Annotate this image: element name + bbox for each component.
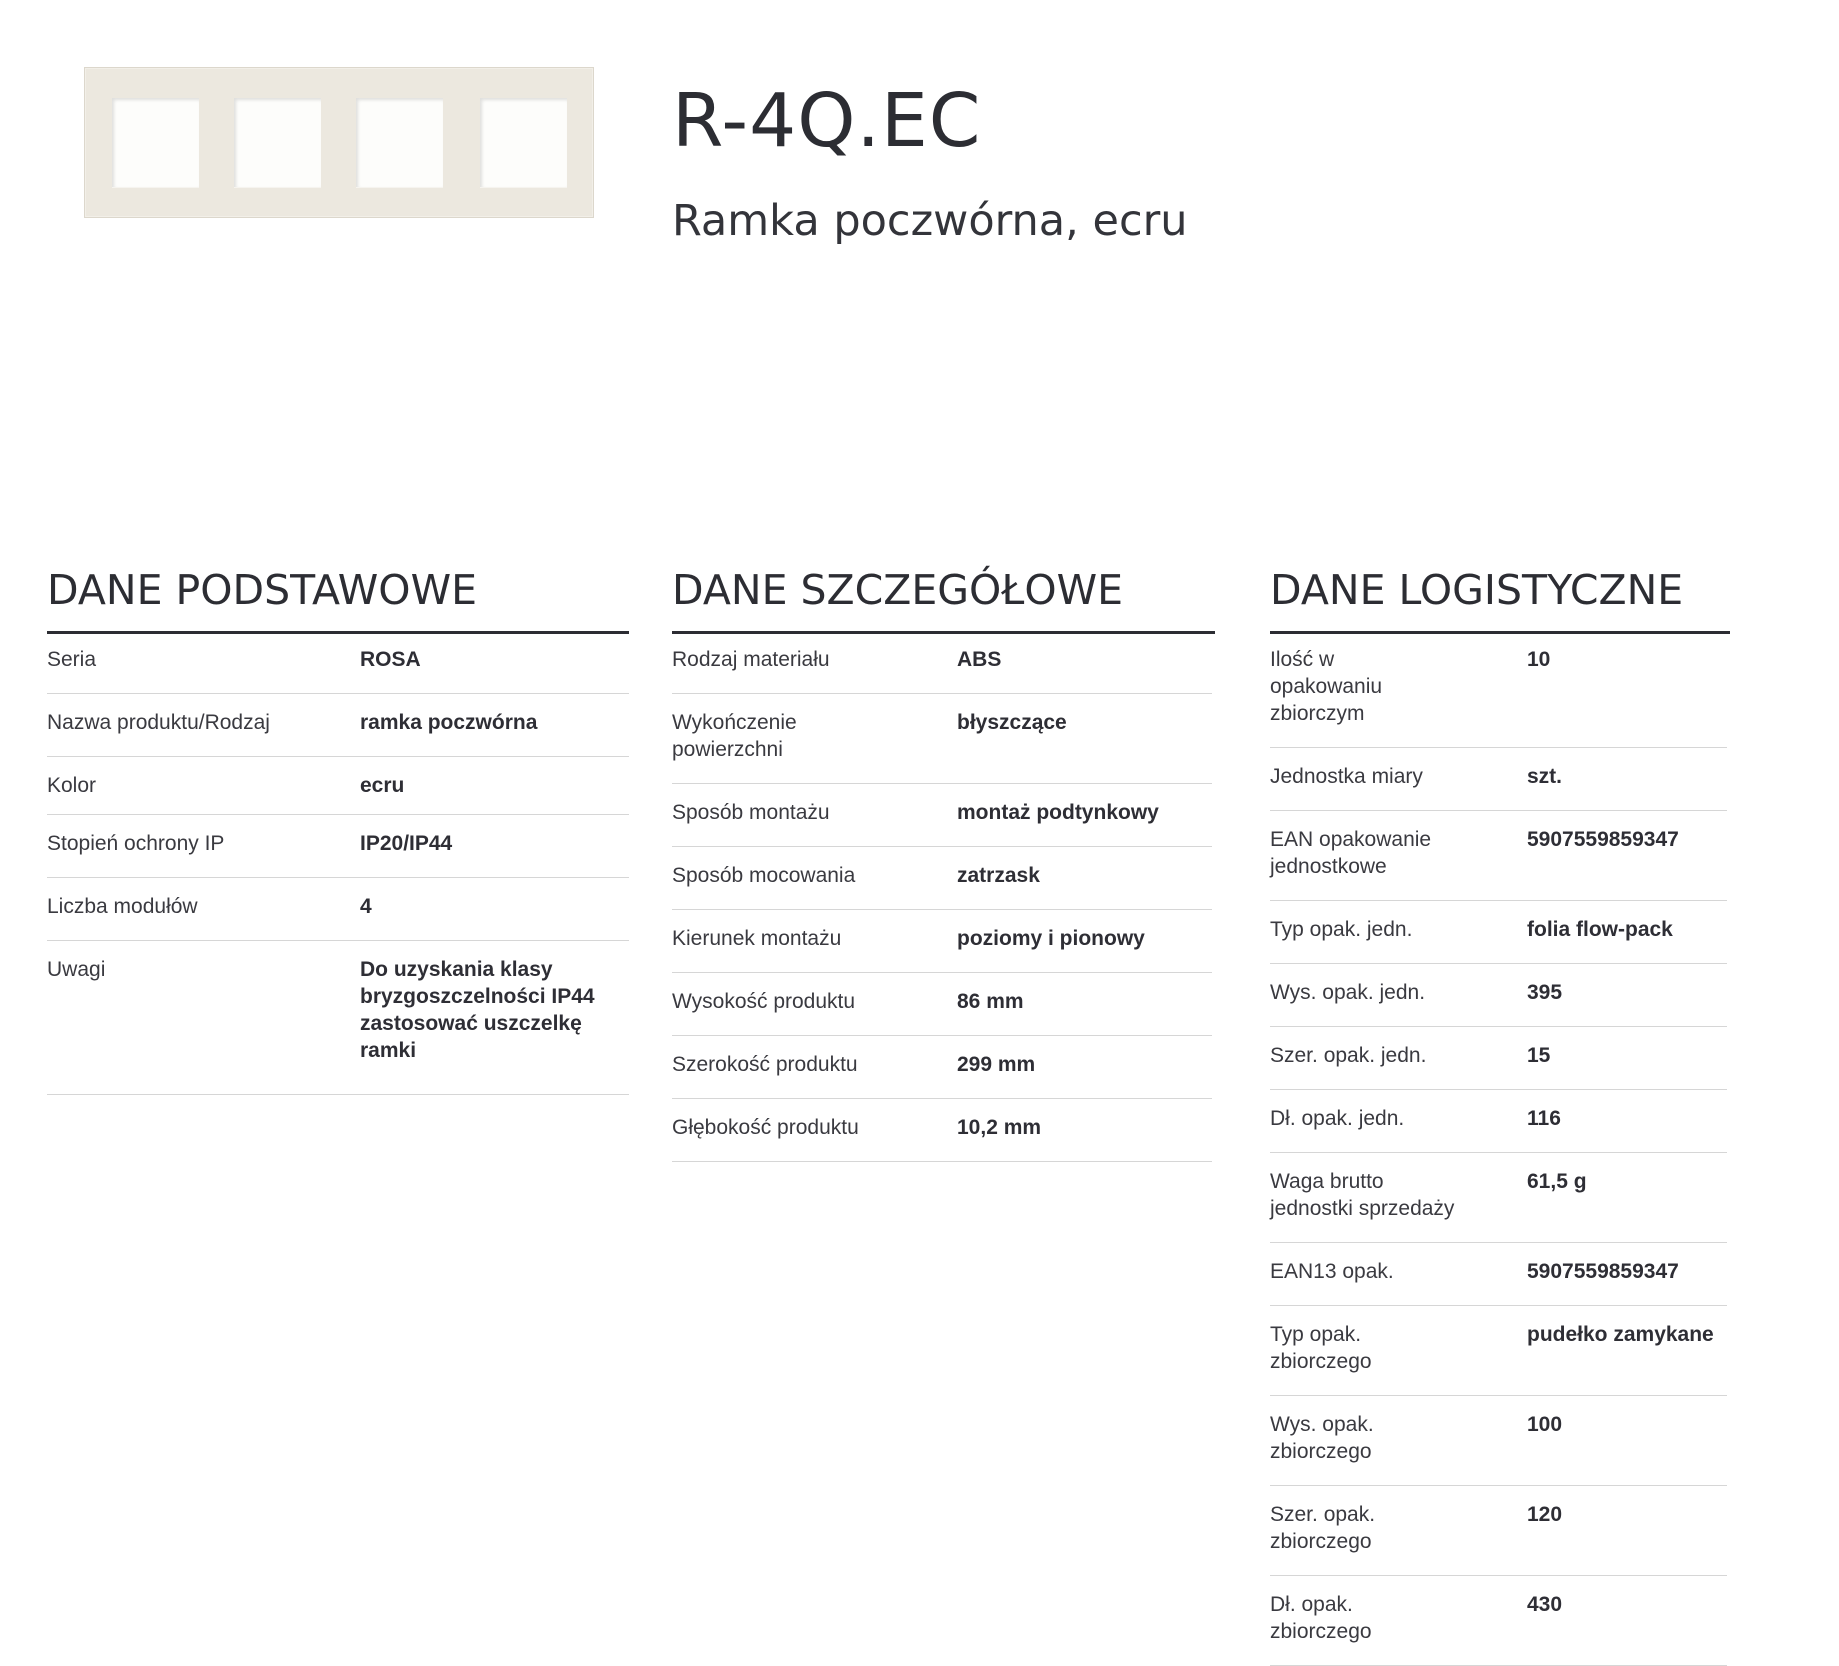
row-value: 61,5 g — [1527, 1170, 1587, 1193]
table-row — [1270, 1090, 1727, 1153]
table-row — [47, 641, 629, 694]
table-row — [672, 1036, 1212, 1099]
table-row — [47, 815, 629, 878]
row-value: 5907559859347 — [1527, 828, 1679, 851]
table-row — [672, 910, 1212, 973]
table-row — [672, 847, 1212, 910]
frame-opening — [234, 98, 321, 187]
table-row — [1270, 1243, 1727, 1306]
row-value: poziomy i pionowy — [957, 927, 1145, 950]
row-value: 10,2 mm — [957, 1116, 1042, 1139]
row-label: Nazwa produktu/Rodzaj — [47, 711, 270, 734]
row-label: Wys. opak. zbiorczego — [1270, 1413, 1374, 1463]
section-title: DANE LOGISTYCZNE — [1270, 566, 1684, 614]
row-label: Typ opak. jedn. — [1270, 918, 1413, 941]
row-value: montaż podtynkowy — [957, 801, 1159, 824]
table-row — [1270, 1396, 1727, 1486]
row-label: Liczba modułów — [47, 895, 198, 918]
section-basic-data — [47, 567, 629, 1095]
row-value: 15 — [1527, 1044, 1551, 1067]
row-value: IP20/IP44 — [360, 832, 453, 855]
product-code: R-4Q.EC — [672, 78, 982, 164]
table-row — [1270, 1027, 1727, 1090]
row-label: Typ opak. zbiorczego — [1270, 1323, 1372, 1373]
table-row — [1270, 641, 1727, 748]
section-title: DANE SZCZEGÓŁOWE — [672, 566, 1124, 614]
row-value: szt. — [1527, 765, 1563, 788]
row-value: 120 — [1527, 1503, 1563, 1526]
row-label: Szer. opak. zbiorczego — [1270, 1503, 1376, 1553]
row-label: Uwagi — [47, 958, 106, 981]
row-label: Wysokość produktu — [672, 990, 856, 1013]
row-value: 4 — [360, 895, 372, 918]
row-label: EAN opakowanie jednostkowe — [1270, 828, 1432, 878]
row-value: ROSA — [360, 648, 421, 671]
row-label: Waga brutto jednostki sprzedaży — [1270, 1170, 1455, 1220]
row-value: 430 — [1527, 1593, 1563, 1616]
section-divider — [672, 631, 1215, 634]
row-label: Rodzaj materiału — [672, 648, 830, 671]
row-label: Szerokość produktu — [672, 1053, 858, 1076]
table-row — [47, 941, 629, 1095]
section-detailed-data — [672, 567, 1212, 1162]
spec-table — [672, 641, 1212, 1162]
row-value: 395 — [1527, 981, 1563, 1004]
row-value: błyszczące — [957, 711, 1067, 734]
table-row — [672, 641, 1212, 694]
table-row — [47, 878, 629, 941]
table-row — [672, 973, 1212, 1036]
row-label: Dł. opak. zbiorczego — [1270, 1593, 1372, 1643]
row-value: 299 mm — [957, 1053, 1036, 1076]
row-value: folia flow-pack — [1527, 918, 1673, 941]
row-label: Wys. opak. jedn. — [1270, 981, 1426, 1004]
section-title: DANE PODSTAWOWE — [47, 566, 478, 614]
table-row — [1270, 1306, 1727, 1396]
row-value: 10 — [1527, 648, 1551, 671]
table-row — [1270, 1486, 1727, 1576]
row-value: pudełko zamykane — [1527, 1323, 1714, 1346]
row-label: Głębokość produktu — [672, 1116, 859, 1139]
row-value: 86 mm — [957, 990, 1024, 1013]
section-divider — [1270, 631, 1730, 634]
section-logistic-data — [1270, 567, 1727, 1666]
section-divider — [47, 631, 629, 634]
row-value: ramka poczwórna — [360, 711, 538, 734]
table-row — [1270, 1153, 1727, 1243]
frame-opening — [356, 98, 443, 187]
row-label: Ilość w opakowaniu zbiorczym — [1270, 648, 1383, 725]
row-label: Seria — [47, 648, 97, 671]
row-label: Stopień ochrony IP — [47, 832, 225, 855]
frame-opening — [112, 98, 199, 187]
row-label: Jednostka miary — [1270, 765, 1423, 788]
spec-table — [47, 641, 629, 1095]
row-value: 5907559859347 — [1527, 1260, 1679, 1283]
table-row — [672, 694, 1212, 784]
spec-table — [1270, 641, 1727, 1666]
row-label: Sposób montażu — [672, 801, 830, 824]
table-row — [1270, 901, 1727, 964]
row-label: Wykończenie powierzchni — [672, 711, 797, 761]
table-row — [1270, 748, 1727, 811]
table-row — [672, 1099, 1212, 1162]
row-value: zatrzask — [957, 864, 1040, 887]
row-label: Szer. opak. jedn. — [1270, 1044, 1427, 1067]
row-label: Sposób mocowania — [672, 864, 856, 887]
row-label: EAN13 opak. — [1270, 1260, 1394, 1283]
row-label: Dł. opak. jedn. — [1270, 1107, 1405, 1130]
product-description: Ramka poczwórna, ecru — [672, 196, 1188, 246]
row-label: Kolor — [47, 774, 97, 797]
table-row — [47, 757, 629, 815]
row-value: 100 — [1527, 1413, 1563, 1436]
row-value: Do uzyskania klasy bryzgoszczelności IP44 zastosować uszczelkę ramki — [360, 958, 595, 1062]
row-value: 116 — [1527, 1107, 1561, 1130]
table-row — [47, 694, 629, 757]
table-row — [672, 784, 1212, 847]
row-value: ABS — [957, 648, 1002, 671]
table-row — [1270, 1576, 1727, 1666]
frame-opening — [480, 98, 567, 187]
row-value: ecru — [360, 774, 405, 797]
table-row — [1270, 964, 1727, 1027]
table-row — [1270, 811, 1727, 901]
product-image — [84, 67, 594, 218]
row-label: Kierunek montażu — [672, 927, 842, 950]
